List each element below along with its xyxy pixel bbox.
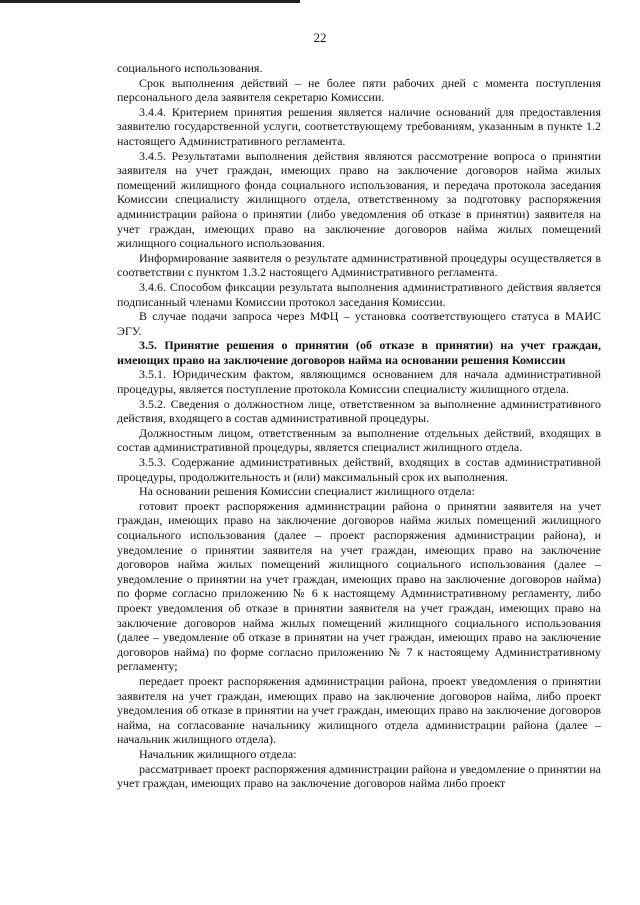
paragraph: Должностным лицом, ответственным за выполнение отдельных действий, входящих в состав административной процедуры, является специалист жилищного отдела. — [117, 425, 601, 455]
paragraph: В случае подачи запроса через МФЦ – установка соответствующего статуса в МАИС ЭГУ. — [117, 309, 601, 338]
paragraph: 3.4.4. Критерием принятия решения является наличие оснований для предоставления заявителю государственной услуги, соответствующему требованиям, указанным в пункте 1.2 настоящего Административного регламента. — [117, 104, 601, 148]
paragraph: Информирование заявителя о результате административной процедуры осуществляется в соответствии с пунктом 1.3.2 настоящего Административного регламента. — [117, 250, 601, 280]
paragraph: социального использования. — [117, 61, 263, 75]
paragraph: 3.4.6. Способом фиксации результата выполнения административного действия является подписанный членами Комиссии протокол заседания Комиссии. — [117, 279, 601, 309]
paragraph: Начальник жилищного отдела: — [139, 746, 297, 761]
paragraph: рассматривает проект распоряжения администрации района и уведомление о принятии на учет граждан, имеющих право на заключение договоров найма либо проект — [117, 761, 601, 791]
paragraph: 3.5.3. Содержание административных действий, входящих в состав административной процедуры, продолжительность и (или) максимальный срок их выполнения. — [117, 455, 601, 484]
section-heading: 3.5. Принятие решения о принятии (об отказе в принятии) на учет граждан, имеющих право на заключение договоров найма на основании решения Комиссии — [117, 338, 601, 367]
paragraph: Срок выполнения действий – не более пяти рабочих дней с момента поступления персонального дела заявителя секретарю Комиссии. — [117, 75, 601, 105]
paragraph: готовит проект распоряжения администрации района о принятии заявителя на учет граждан, имеющих право на заключение договоров найма жилых помещений жилищного социального использования (далее – проект распоряжения администрации района), и уведомление о принятии заявителя на учет граждан, имеющих право на заключение договоров найма жилых помещений жилищного социального использования (далее – уведомление о принятии на учет граждан, имеющих право на заключение договоров найма) по форме согласно приложению № 6 к настоящему Административному регламенту, либо проект уведомления об отказе в принятии заявителя на учет граждан, имеющих право на заключение договоров найма жилых помещений жилищного социального использования (далее – уведомление об отказе в принятии на учет граждан, имеющих право на заключение договоров найма) по форме согласно приложению № 7 к настоящему Административному регламенту; — [117, 498, 601, 674]
paragraph: На основании решения Комиссии специалист жилищного отдела: — [139, 484, 475, 499]
paragraph: 3.4.5. Результатами выполнения действия являются рассмотрение вопроса о принятии заявителя на учет граждан, имеющих право на заключение договоров найма жилых помещений жилищного фонда социального использования, и передача протокола заседания Комиссии специалисту жилищного отдела, ответственному за подготовку распоряжения администрации района о принятии (либо уведомления об отказе в принятии) заявителя на учет граждан, имеющих право на заключение договоров найма жилых помещений жилищного социального использования. — [117, 148, 601, 251]
top-rule — [0, 0, 300, 3]
paragraph: передает проект распоряжения администрации района, проект уведомления о принятии заявителя на учет граждан, имеющих право на заключение договоров найма, либо проект уведомления об отказе в принятии на учет граждан, имеющих право на заключение договоров найма, на согласование начальнику жилищного отдела администрации района (далее – начальник жилищного отдела). — [117, 673, 601, 747]
document-body — [117, 61, 601, 791]
page-number: 22 — [313, 30, 327, 45]
paragraph: 3.5.2. Сведения о должностном лице, ответственном за выполнение административного действия, входящего в состав административной процедуры. — [117, 396, 601, 426]
paragraph: 3.5.1. Юридическим фактом, являющимся основанием для начала административной процедуры, является поступление протокола Комиссии специалисту жилищного отдела. — [117, 367, 601, 397]
